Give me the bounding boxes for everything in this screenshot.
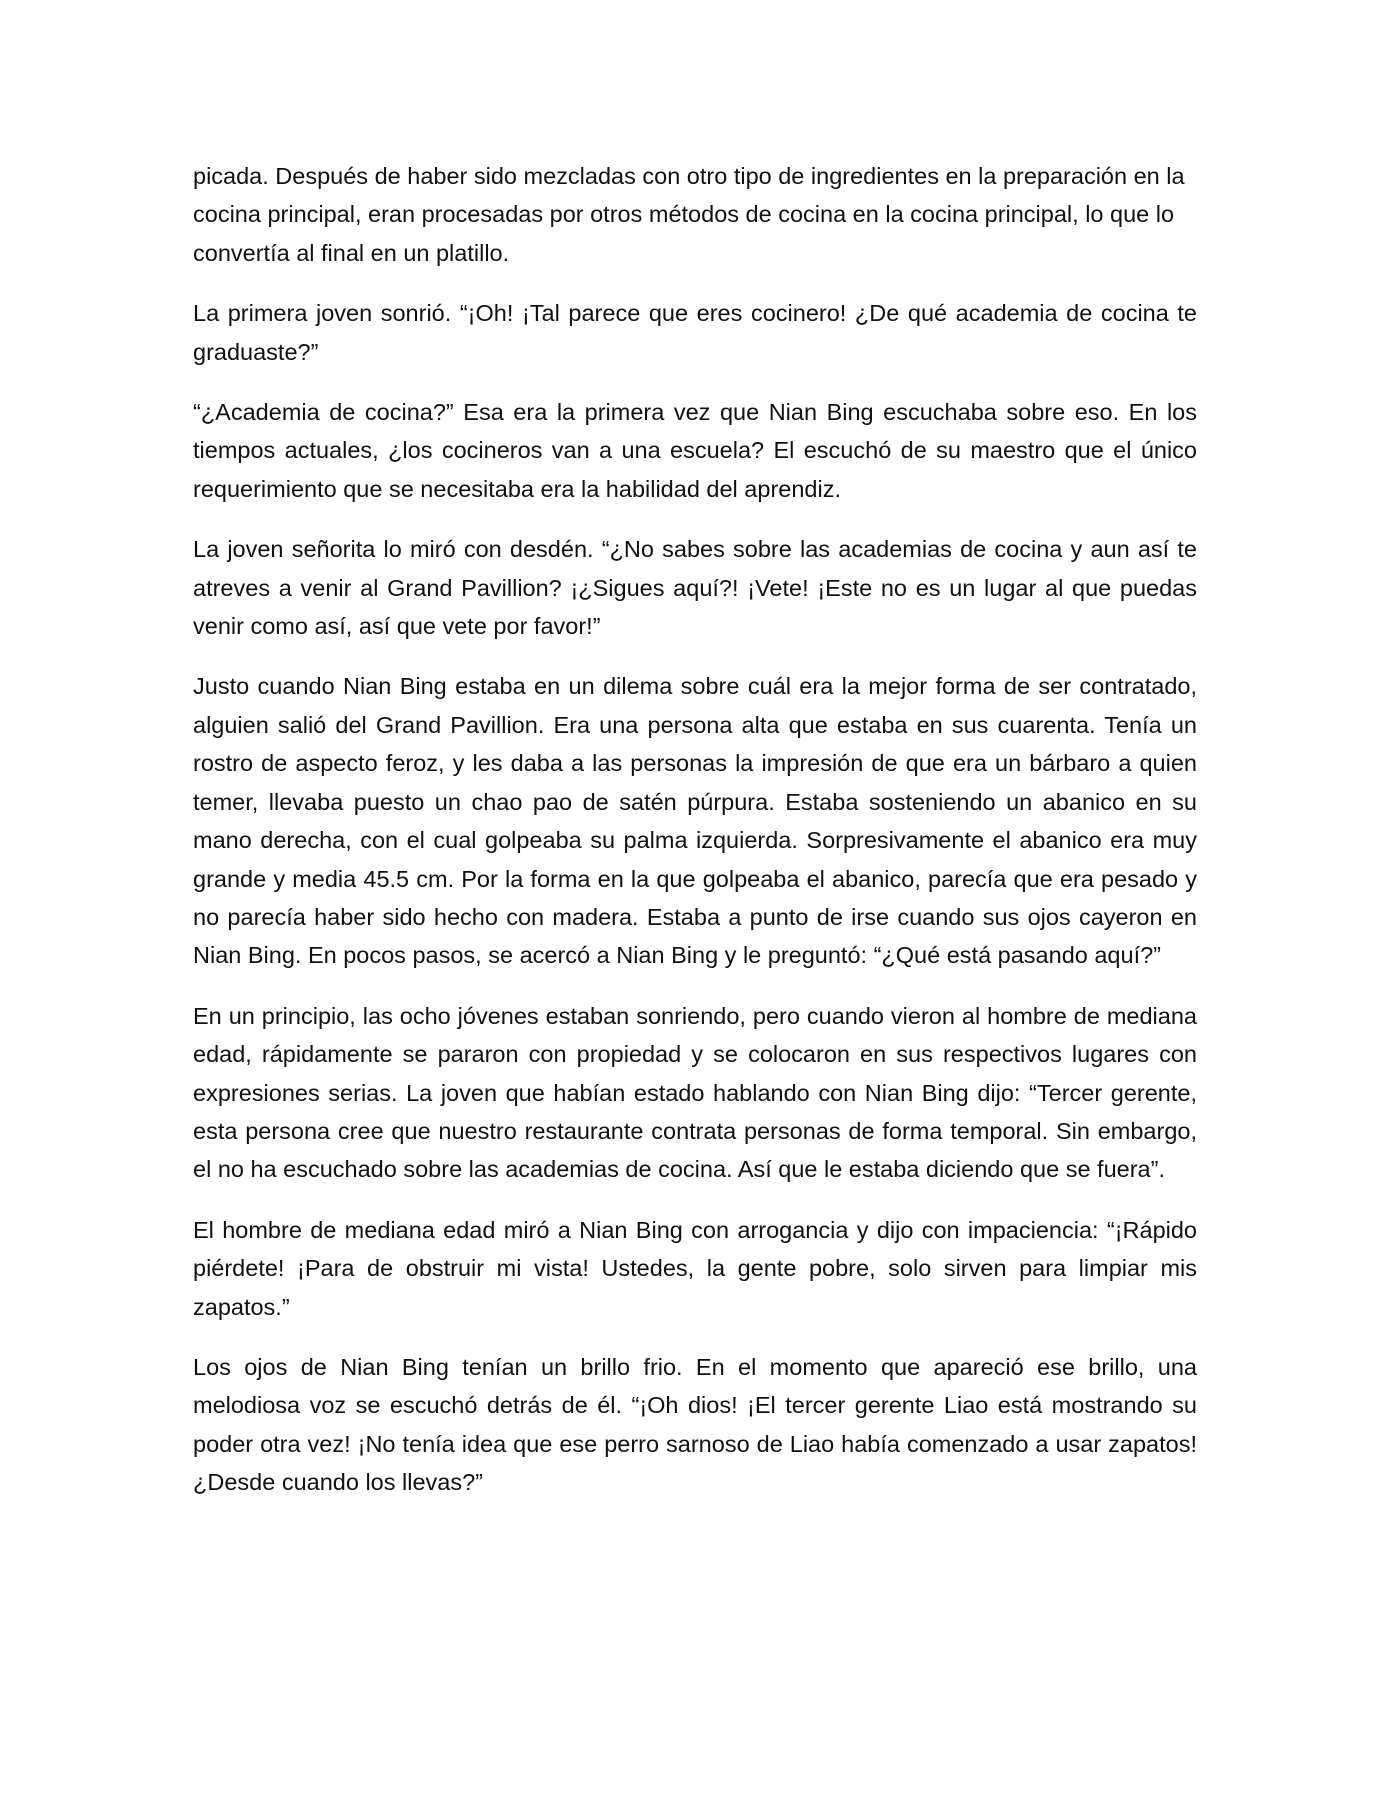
paragraph-3: “¿Academia de cocina?” Esa era la primera vez que Nian Bing escuchaba sobre eso. En los tiempos actuales, ¿los cocineros van a una escuela? El escuchó de su maestro que el único requerimiento que se necesitaba era la habilidad del aprendiz. xyxy=(193,399,1197,502)
paragraph-5: Justo cuando Nian Bing estaba en un dilema sobre cuál era la mejor forma de ser contratado, alguien salió del Grand Pavillion. Era una persona alta que estaba en sus cuarenta. Tenía un rostro de aspecto feroz, y les daba a las personas la impresión de que era un bárbaro a quien temer, llevaba puesto un chao pao de satén púrpura. Estaba sosteniendo un abanico en su mano derecha, con el cual golpeaba su palma izquierda. Sorpresivamente el abanico era muy grande y media 45.5 cm. Por la forma en la que golpeaba el abanico, parecía que era pesado y no parecía haber sido hecho con madera. Estaba a punto de irse cuando sus ojos cayeron en Nian Bing. En pocos pasos, se acercó a Nian Bing y le preguntó: “¿Qué está pasando aquí?” xyxy=(193,673,1197,969)
paragraph-4: La joven señorita lo miró con desdén. “¿No sabes sobre las academias de cocina y aun así te atreves a venir al Grand Pavillion? ¡¿Sigues aquí?! ¡Vete! ¡Este no es un lugar al que puedas venir como así, así que vete por favor!” xyxy=(193,536,1197,640)
paragraph-7: El hombre de mediana edad miró a Nian Bing con arrogancia y dijo con impaciencia: “¡Rápido piérdete! ¡Para de obstruir mi vista! Ustedes, la gente pobre, solo sirven para limpiar mis zapatos.” xyxy=(193,1216,1197,1320)
paragraph-2: La primera joven sonrió. “¡Oh! ¡Tal parece que eres cocinero! ¿De qué academia de cocina te graduaste?” xyxy=(193,300,1197,365)
document-body xyxy=(193,157,1197,1524)
paragraph-6: En un principio, las ocho jóvenes estaban sonriendo, pero cuando vieron al hombre de mediana edad, rápidamente se pararon con propiedad y se colocaron en sus respectivos lugares con expresiones serias. La joven que habían estado hablando con Nian Bing dijo: “Tercer gerente, esta persona cree que nuestro restaurante contrata personas de forma temporal. Sin embargo, el no ha escuchado sobre las academias de cocina. Así que le estaba diciendo que se fuera”. xyxy=(193,1002,1197,1183)
paragraph-8: Los ojos de Nian Bing tenían un brillo frio. En el momento que apareció ese brillo, una melodiosa voz se escuchó detrás de él. “¡Oh dios! ¡El tercer gerente Liao está mostrando su poder otra vez! ¡No tenía idea que ese perro sarnoso de Liao había comenzado a usar zapatos! ¿Desde cuando los llevas?” xyxy=(193,1353,1197,1496)
paragraph-1: picada. Después de haber sido mezcladas con otro tipo de ingredientes en la preparación en la cocina principal, eran procesadas por otros métodos de cocina en la cocina principal, lo que lo convertía al final en un platillo. xyxy=(193,163,1185,266)
